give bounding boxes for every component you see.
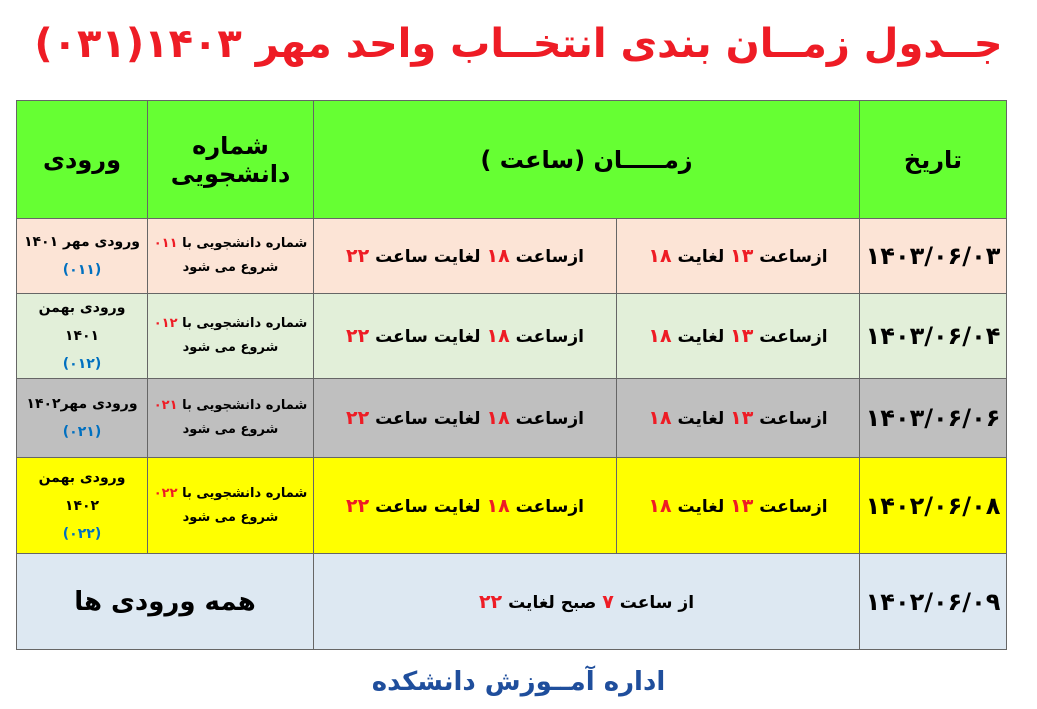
time-slot-afternoon [617,458,860,554]
student-code: ۰۲۲ [153,485,178,501]
table-row [17,219,1007,294]
slot-mid: لغایت [677,327,725,347]
entry-code: (۰۲۱) [62,424,102,440]
entry-cell [17,458,148,554]
slot-start: ۱۳ [730,494,754,517]
slot-mid: لغایت [433,409,481,429]
entry-cell [17,219,148,294]
student-prefix: شماره دانشجویی با [182,316,308,331]
student-prefix: شماره دانشجویی با [182,236,308,251]
slot-end: ۱۸ [648,494,672,517]
slot-prefix: ازساعت [515,247,584,267]
date-cell: ۱۴۰۳/۰۶/۰۶ [860,379,1007,458]
slot-prefix: ازساعت [759,247,828,267]
schedule-table [16,100,1007,650]
all-entries-cell: همه ورودی ها [17,554,314,650]
slot-suffix: ساعت [375,247,428,267]
slot-end: ۱۸ [648,245,672,267]
student-suffix: شروع می شود [182,260,279,275]
date-cell: ۱۴۰۲/۰۶/۰۹ [860,554,1007,650]
slot-suffix: ساعت [375,409,428,429]
slot-mid: لغایت [433,247,481,267]
slot-suffix: ساعت [375,496,428,517]
entry-code: (۰۱۲) [62,356,102,372]
footer-office: اداره آمــوزش دانشکده [371,667,666,697]
slot-start: ۱۳ [730,325,754,347]
slot-start: ۱۸ [486,407,510,429]
slot-prefix: ازساعت [515,496,584,517]
time-slot-afternoon [617,379,860,458]
entry-cell [17,379,148,458]
slot-end: ۲۲ [346,494,370,517]
slot-mid: لغایت [433,496,481,517]
student-number-cell [148,458,314,554]
table-row [17,554,1007,650]
student-suffix: شروع می شود [182,509,279,525]
slot-mid: لغایت [677,409,725,429]
slot-mid: لغایت [677,247,725,267]
time-slot-afternoon [617,294,860,379]
slot-mid: صبح لغایت [508,592,597,613]
header-entry: ورودی [17,101,148,219]
entry-label: ورودی بهمن ۱۴۰۱ [38,300,126,344]
student-prefix: شماره دانشجویی با [182,485,308,501]
slot-start: ۱۸ [486,325,510,347]
slot-start: ۱۸ [486,494,510,517]
entry-label: ورودی مهر۱۴۰۲ [26,396,138,412]
slot-prefix: ازساعت [515,327,584,347]
slot-end: ۲۲ [346,245,370,267]
header-date: تاریخ [860,101,1007,219]
entry-cell [17,294,148,379]
entry-code: (۰۱۱) [62,262,102,278]
slot-prefix: ازساعت [759,327,828,347]
time-slot-afternoon [617,219,860,294]
time-slot-evening [314,294,617,379]
slot-mid: لغایت [677,496,725,517]
slot-prefix: از ساعت [619,592,695,613]
table-row [17,294,1007,379]
slot-prefix: ازساعت [759,409,828,429]
slot-end: ۲۲ [346,407,370,429]
entry-label: ورودی مهر ۱۴۰۱ [23,234,141,250]
time-slot-evening [314,458,617,554]
slot-end: ۲۲ [478,590,503,613]
slot-start: ۷ [602,590,614,613]
table-row [17,379,1007,458]
slot-start: ۱۳ [730,407,754,429]
header-row [17,101,1007,219]
student-suffix: شروع می شود [182,422,279,437]
student-suffix: شروع می شود [182,340,279,355]
slot-suffix: ساعت [375,327,428,347]
student-prefix: شماره دانشجویی با [182,398,308,413]
date-cell: ۱۴۰۲/۰۶/۰۸ [860,458,1007,554]
header-student-number: شماره دانشجویی [148,101,314,219]
entry-code: (۰۲۲) [62,525,102,542]
student-number-cell [148,294,314,379]
slot-end: ۱۸ [648,325,672,347]
date-cell: ۱۴۰۳/۰۶/۰۴ [860,294,1007,379]
header-time: زمـــــان (ساعت ) [314,101,860,219]
page-title: جــدول زمــان بندی انتخــاب واحد مهر ۱۴۰۳(۰۳۱) [34,21,1003,67]
slot-prefix: ازساعت [759,496,828,517]
table-row [17,458,1007,554]
slot-mid: لغایت [433,327,481,347]
time-slot-evening [314,379,617,458]
time-slot-all-day [314,554,860,650]
slot-end: ۱۸ [648,407,672,429]
slot-start: ۱۸ [486,245,510,267]
slot-end: ۲۲ [346,325,370,347]
entry-label: ورودی بهمن ۱۴۰۲ [38,469,126,514]
student-code: ۰۱۱ [153,236,178,251]
student-code: ۰۲۱ [153,398,178,413]
student-number-cell [148,219,314,294]
date-cell: ۱۴۰۳/۰۶/۰۳ [860,219,1007,294]
student-number-cell [148,379,314,458]
student-code: ۰۱۲ [153,316,178,331]
slot-prefix: ازساعت [515,409,584,429]
time-slot-evening [314,219,617,294]
slot-start: ۱۳ [730,245,754,267]
